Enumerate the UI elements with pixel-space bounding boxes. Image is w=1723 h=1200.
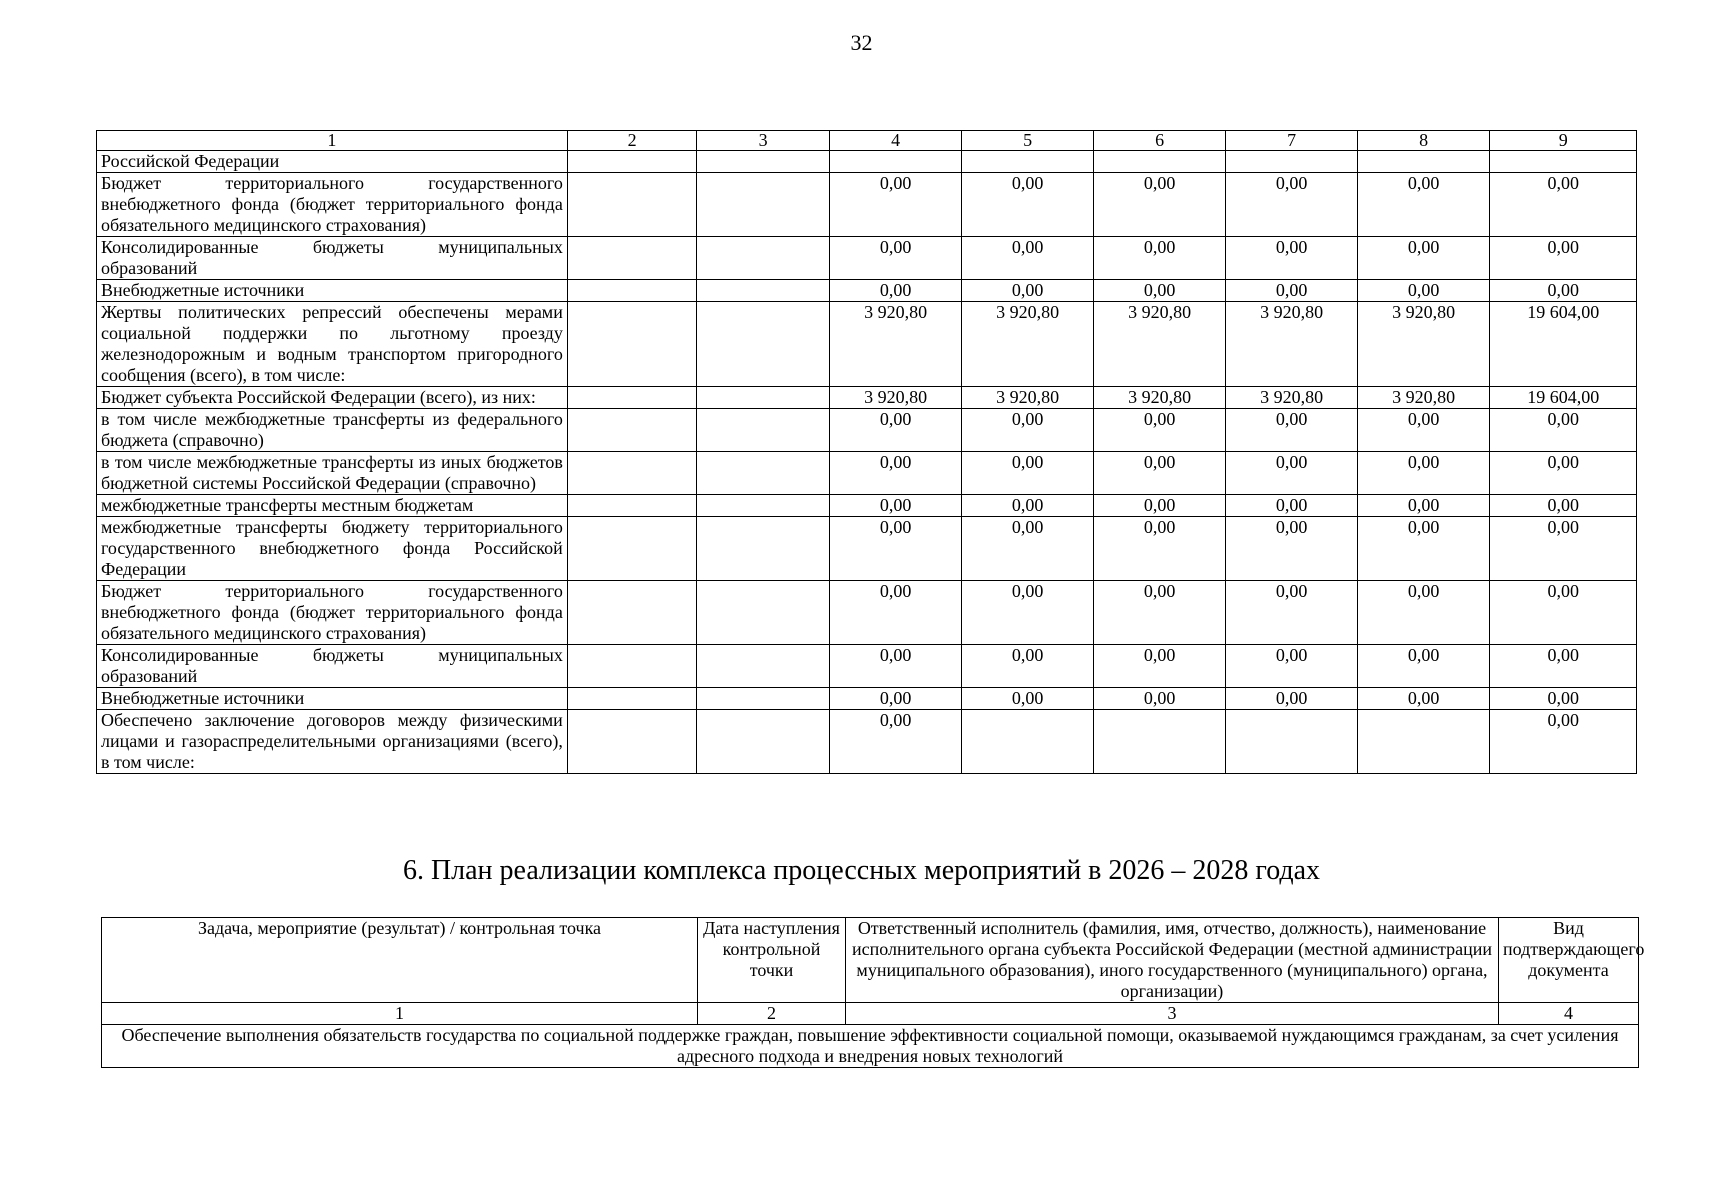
table-row: [97, 452, 1637, 495]
empty-cell: [567, 495, 697, 517]
empty-cell: [567, 452, 697, 495]
empty-cell: [567, 173, 697, 237]
column-number-row: [102, 1003, 1639, 1025]
value-cell: 0,00: [829, 237, 962, 280]
row-label: Жертвы политических репрессий обеспечены мерами социальной поддержки по льготному проезду железнодорожным и водным транспортом пригородного сообщения (всего), в том числе:: [97, 302, 568, 387]
value-cell: 0,00: [962, 495, 1094, 517]
value-cell: 0,00: [1490, 581, 1637, 645]
value-cell: 3 920,80: [962, 387, 1094, 409]
row-label: Российской Федерации: [97, 151, 568, 173]
empty-cell: [697, 645, 830, 688]
value-cell: 0,00: [962, 688, 1094, 710]
column-number: 7: [1226, 131, 1358, 151]
table-row: [97, 517, 1637, 581]
value-cell: 0,00: [1093, 280, 1226, 302]
header-task: Задача, мероприятие (результат) / контрольная точка: [102, 918, 698, 1003]
table-row: [97, 387, 1637, 409]
value-cell: [962, 151, 1094, 173]
value-cell: 3 920,80: [1357, 387, 1490, 409]
value-cell: 0,00: [1226, 237, 1358, 280]
value-cell: 0,00: [1093, 581, 1226, 645]
column-number: 3: [846, 1003, 1499, 1025]
value-cell: 0,00: [962, 237, 1094, 280]
header-row: [102, 918, 1639, 1003]
value-cell: 0,00: [1490, 280, 1637, 302]
header-document: Вид подтверждающего документа: [1499, 918, 1639, 1003]
value-cell: 0,00: [1226, 688, 1358, 710]
row-label: Консолидированные бюджеты муниципальных образований: [97, 237, 568, 280]
value-cell: 0,00: [829, 173, 962, 237]
funding-table: [96, 130, 1637, 774]
column-number: 4: [1499, 1003, 1639, 1025]
value-cell: 3 920,80: [829, 387, 962, 409]
activity-plan-table: [101, 917, 1645, 1068]
value-cell: 0,00: [1093, 495, 1226, 517]
table-row: [97, 409, 1637, 452]
value-cell: 0,00: [1093, 645, 1226, 688]
empty-cell: [697, 517, 830, 581]
empty-cell: [697, 409, 830, 452]
header-responsible: Ответственный исполнитель (фамилия, имя, отчество, должность), наименование исполнительного органа субъекта Российской Федерации (местной администрации муниципального образования), иного государственного (муниципального) органа, организации): [846, 918, 1499, 1003]
value-cell: 19 604,00: [1490, 302, 1637, 387]
value-cell: [1093, 151, 1226, 173]
empty-cell: [697, 688, 830, 710]
value-cell: 0,00: [1226, 409, 1358, 452]
value-cell: 0,00: [1357, 452, 1490, 495]
column-number: 5: [962, 131, 1094, 151]
row-label: в том числе межбюджетные трансферты из федерального бюджета (справочно): [97, 409, 568, 452]
row-label: Внебюджетные источники: [97, 280, 568, 302]
empty-cell: [697, 581, 830, 645]
empty-cell: [567, 688, 697, 710]
value-cell: 0,00: [1226, 173, 1358, 237]
table-row: [97, 710, 1637, 774]
page-number: 32: [850, 30, 873, 55]
value-cell: 0,00: [962, 280, 1094, 302]
value-cell: 0,00: [829, 710, 962, 774]
row-label: Бюджет субъекта Российской Федерации (всего), из них:: [97, 387, 568, 409]
value-cell: 0,00: [1093, 517, 1226, 581]
value-cell: 0,00: [829, 645, 962, 688]
value-cell: 0,00: [1357, 495, 1490, 517]
table-row: [97, 688, 1637, 710]
task-row: [102, 1025, 1639, 1068]
table-row: [97, 495, 1637, 517]
value-cell: [1226, 151, 1358, 173]
value-cell: [1490, 151, 1637, 173]
value-cell: 0,00: [829, 409, 962, 452]
row-label: межбюджетные трансферты местным бюджетам: [97, 495, 568, 517]
value-cell: [1357, 710, 1490, 774]
empty-cell: [697, 302, 830, 387]
value-cell: 0,00: [1226, 645, 1358, 688]
value-cell: 3 920,80: [1226, 302, 1358, 387]
empty-cell: [697, 280, 830, 302]
value-cell: 0,00: [829, 452, 962, 495]
table-row: [97, 280, 1637, 302]
value-cell: 0,00: [1357, 173, 1490, 237]
table-row: [97, 151, 1637, 173]
empty-cell: [697, 173, 830, 237]
header-date: Дата наступления контрольной точки: [698, 918, 846, 1003]
row-label: Бюджет территориального государственного внебюджетного фонда (бюджет территориального фонда обязательного медицинского страхования): [97, 581, 568, 645]
value-cell: 0,00: [1357, 409, 1490, 452]
value-cell: 0,00: [1226, 581, 1358, 645]
value-cell: 0,00: [1490, 517, 1637, 581]
value-cell: [962, 710, 1094, 774]
column-number: 9: [1490, 131, 1637, 151]
value-cell: 0,00: [1490, 452, 1637, 495]
table-row: [97, 302, 1637, 387]
value-cell: 0,00: [829, 280, 962, 302]
column-number: 1: [97, 131, 568, 151]
empty-cell: [567, 517, 697, 581]
value-cell: 0,00: [1357, 237, 1490, 280]
value-cell: 0,00: [962, 173, 1094, 237]
column-number: 8: [1357, 131, 1490, 151]
value-cell: 0,00: [829, 495, 962, 517]
value-cell: 0,00: [962, 645, 1094, 688]
row-label: Обеспечено заключение договоров между физическими лицами и газораспределительными организациями (всего), в том числе:: [97, 710, 568, 774]
column-number: 2: [698, 1003, 846, 1025]
empty-cell: [697, 151, 830, 173]
value-cell: 0,00: [962, 581, 1094, 645]
empty-cell: [567, 581, 697, 645]
value-cell: [829, 151, 962, 173]
value-cell: 3 920,80: [1093, 387, 1226, 409]
value-cell: 0,00: [1226, 517, 1358, 581]
row-label: Внебюджетные источники: [97, 688, 568, 710]
value-cell: 0,00: [1490, 710, 1637, 774]
value-cell: 0,00: [1490, 173, 1637, 237]
value-cell: 0,00: [962, 452, 1094, 495]
empty-cell: [567, 302, 697, 387]
value-cell: 0,00: [1490, 495, 1637, 517]
value-cell: 0,00: [1093, 237, 1226, 280]
task-description: Обеспечение выполнения обязательств государства по социальной поддержке граждан, повышение эффективности социальной помощи, оказываемой нуждающимся гражданам, за счет усиления адресного подхода и внедрения новых технологий: [102, 1025, 1639, 1068]
value-cell: 0,00: [829, 517, 962, 581]
column-number: 1: [102, 1003, 698, 1025]
value-cell: 0,00: [829, 581, 962, 645]
value-cell: 0,00: [1490, 409, 1637, 452]
value-cell: 0,00: [1226, 452, 1358, 495]
empty-cell: [567, 151, 697, 173]
table-row: [97, 581, 1637, 645]
table-row: [97, 237, 1637, 280]
value-cell: [1357, 151, 1490, 173]
value-cell: 0,00: [1093, 173, 1226, 237]
value-cell: 0,00: [1093, 688, 1226, 710]
empty-cell: [697, 452, 830, 495]
section-title: 6. План реализации комплекса процессных мероприятий в 2026 – 2028 годах: [402, 855, 1321, 886]
table-row: [97, 173, 1637, 237]
column-number: 2: [567, 131, 697, 151]
value-cell: 0,00: [1226, 280, 1358, 302]
value-cell: 0,00: [962, 517, 1094, 581]
value-cell: 3 920,80: [829, 302, 962, 387]
value-cell: 0,00: [1357, 280, 1490, 302]
value-cell: 0,00: [1226, 495, 1358, 517]
row-label: Консолидированные бюджеты муниципальных образований: [97, 645, 568, 688]
row-label: Бюджет территориального государственного внебюджетного фонда (бюджет территориального фонда обязательного медицинского страхования): [97, 173, 568, 237]
empty-cell: [567, 645, 697, 688]
empty-cell: [567, 237, 697, 280]
value-cell: 0,00: [829, 688, 962, 710]
column-number-row: [97, 131, 1637, 151]
empty-cell: [567, 710, 697, 774]
value-cell: [1226, 710, 1358, 774]
value-cell: 0,00: [1490, 645, 1637, 688]
value-cell: 0,00: [1357, 688, 1490, 710]
value-cell: 0,00: [1490, 237, 1637, 280]
table-row: [97, 645, 1637, 688]
value-cell: 0,00: [1357, 645, 1490, 688]
value-cell: 0,00: [1357, 517, 1490, 581]
column-number: 4: [829, 131, 962, 151]
value-cell: 19 604,00: [1490, 387, 1637, 409]
value-cell: 0,00: [1093, 409, 1226, 452]
row-label: в том числе межбюджетные трансферты из иных бюджетов бюджетной системы Российской Федерации (справочно): [97, 452, 568, 495]
empty-cell: [697, 237, 830, 280]
empty-cell: [567, 387, 697, 409]
value-cell: 0,00: [962, 409, 1094, 452]
empty-cell: [697, 710, 830, 774]
value-cell: 0,00: [1490, 688, 1637, 710]
column-number: 6: [1093, 131, 1226, 151]
value-cell: 3 920,80: [1357, 302, 1490, 387]
row-label: межбюджетные трансферты бюджету территориального государственного внебюджетного фонда Российской Федерации: [97, 517, 568, 581]
value-cell: 0,00: [1093, 452, 1226, 495]
value-cell: 0,00: [1357, 581, 1490, 645]
column-number: 3: [697, 131, 830, 151]
value-cell: 3 920,80: [1093, 302, 1226, 387]
empty-cell: [697, 387, 830, 409]
value-cell: 3 920,80: [1226, 387, 1358, 409]
empty-cell: [567, 409, 697, 452]
value-cell: 3 920,80: [962, 302, 1094, 387]
empty-cell: [697, 495, 830, 517]
value-cell: [1093, 710, 1226, 774]
empty-cell: [567, 280, 697, 302]
